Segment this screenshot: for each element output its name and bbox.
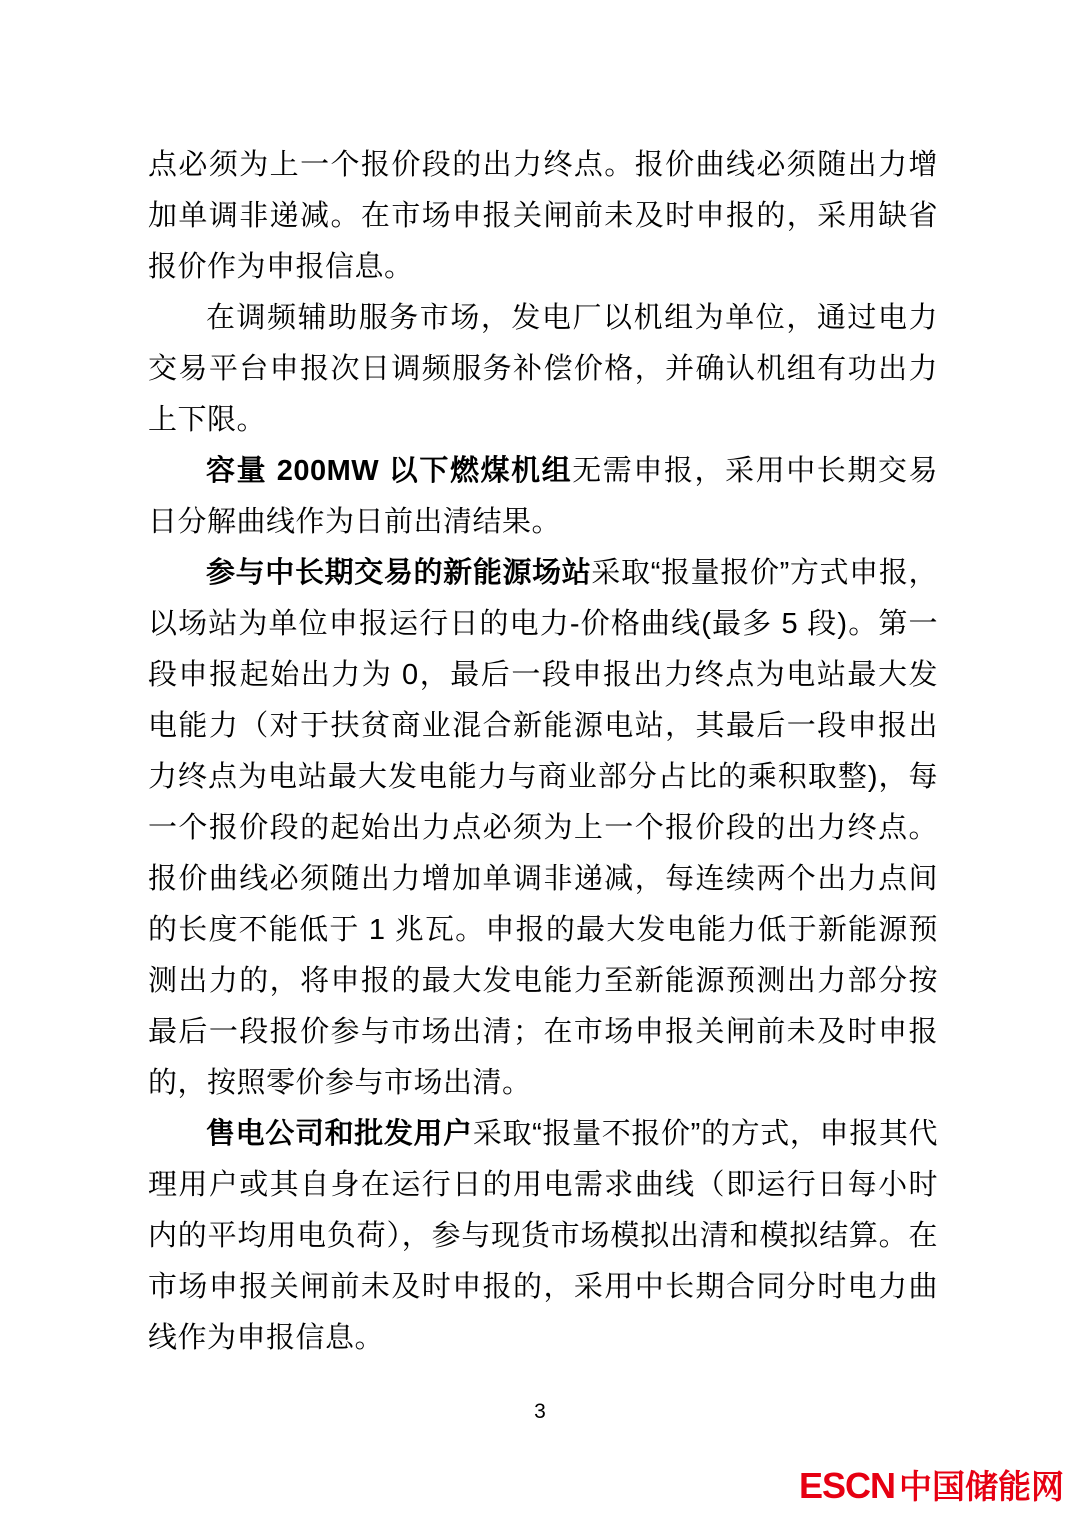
paragraph: 售电公司和批发用户采取“报量不报价”的方式，申报其代理用户或其自身在运行日的用电需求曲线（即运行日每小时内的平均用电负荷），参与现货市场模拟出清和模拟结算。在市场申报关闸前未及时申报的，采用中长期合同分时电力曲线作为申报信息。 <box>148 1118 938 1354</box>
paragraph-lead-bold: 容量 200MW 以下燃煤机组 <box>206 455 573 487</box>
paragraph-lead-bold: 售电公司和批发用户 <box>206 1118 473 1150</box>
document-body <box>148 140 938 1364</box>
paragraph: 点必须为上一个报价段的出力终点。报价曲线必须随出力增加单调非递减。在市场申报关闸前未及时申报的，采用缺省报价作为申报信息。 <box>148 149 938 283</box>
paragraph: 容量 200MW 以下燃煤机组无需申报，采用中长期交易日分解曲线作为日前出清结果。 <box>148 455 938 538</box>
page-number: 3 <box>534 1400 546 1423</box>
escn-logo-chinese: 中国储能网 <box>899 1467 1064 1505</box>
escn-logo-latin: ESCN <box>798 1465 895 1506</box>
paragraph: 参与中长期交易的新能源场站采取“报量报价”方式申报，以场站为单位申报运行日的电力-价格曲线(最多 5 段)。第一段申报起始出力为 0，最后一段申报出力终点为电站最大发电能力（对于扶贫商业混合新能源电站，其最后一段申报出力终点为电站最大发电能力与商业部分占比的乘积取整)，每一个报价段的起始出力点必须为上一个报价段的出力终点。报价曲线必须随出力增加单调非递减，每连续两个出力点间的长度不能低于 1 兆瓦。申报的最大发电能力低于新能源预测出力的，将申报的最大发电能力至新能源预测出力部分按最后一段报价参与市场出清；在市场申报关闸前未及时申报的，按照零价参与市场出清。 <box>148 557 938 1099</box>
paragraph: 在调频辅助服务市场，发电厂以机组为单位，通过电力交易平台申报次日调频服务补偿价格，并确认机组有功出力上下限。 <box>148 302 938 436</box>
paragraph-lead-bold: 参与中长期交易的新能源场站 <box>206 557 592 589</box>
escn-logo <box>798 1465 1064 1506</box>
